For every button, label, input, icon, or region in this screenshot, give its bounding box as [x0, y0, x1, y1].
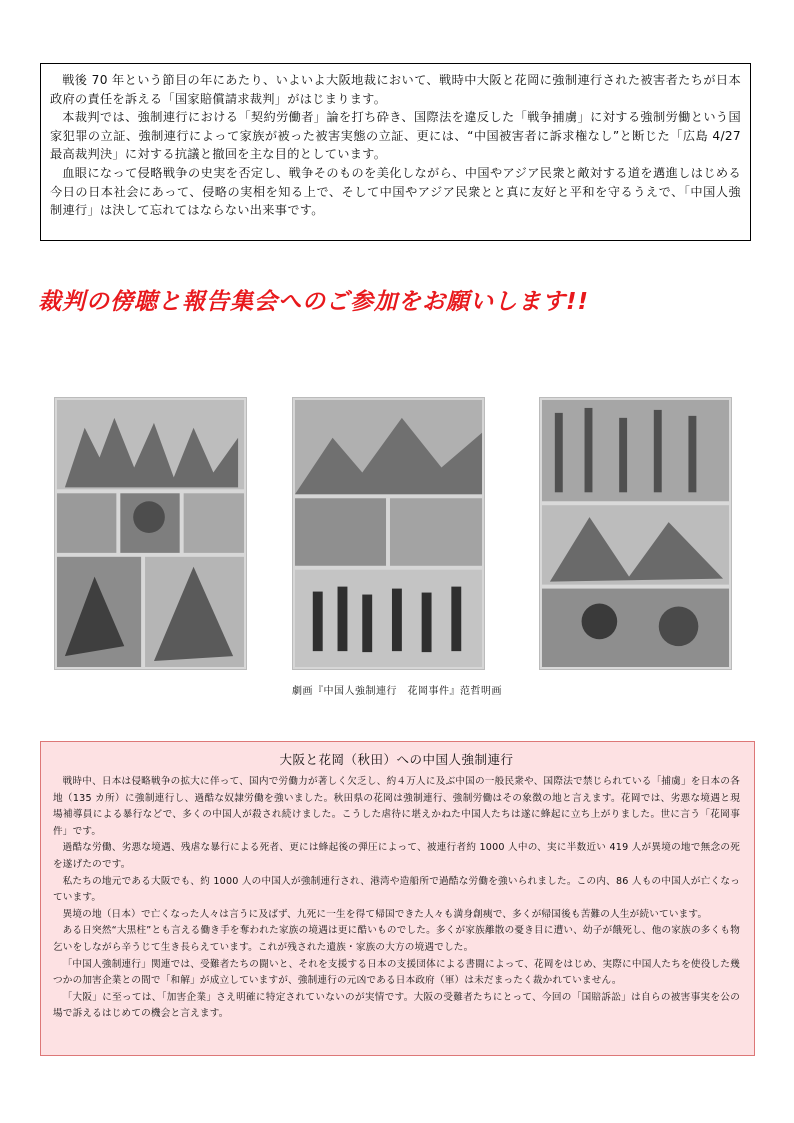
article-paragraph-3: 私たちの地元である大阪でも、約 1000 人の中国人が強制連行され、港湾や造船所で過酷な労働を強いられました。この内、86 人もの中国人が亡くなっています。	[53, 875, 740, 904]
manga-illustration-middle	[293, 398, 484, 669]
article-paragraph-7: 「大阪」に至っては、「加害企業」さえ明確に特定されていないのが実情です。大阪の受難者たちにとって、今回の「国賠訴訟」は自らの被害事実を公の場で訴えるはじめての機会と言えます。	[53, 991, 740, 1020]
article-paragraph-6: 「中国人強制連行」関連では、受難者たちの闘いと、それを支援する日本の支援団体による書闘によって、花岡をはじめ、実際に中国人たちを使役した幾つかの加害企業との間で「和解」が成立していますが、強制連行の元凶である日本政府（軍）は未だまったく裁かれていません。	[53, 958, 740, 987]
headline: 裁判の傍聴と報告集会へのご参加をお願いします!!	[38, 289, 589, 315]
article-paragraph-1: 戦時中、日本は侵略戦争の拡大に伴って、国内で労働力が著しく欠乏し、約４万人に及ぶ中国の一般民衆や、国際法で禁じられている「捕虜」を日本の各地（135 カ所）に強制連行し、過酷な奴隷労働を強いました。秋田県の花岡は強制連行、強制労働はその象徴の地と言えます。花岡では、劣悪な境遇と現場補導員による暴行などで、多くの中国人が殺され続けました。こうした虐待に堪えかねた中国人たちは遂に蜂起に立ち上がりました。世に言う「花岡事件」です。	[53, 776, 740, 837]
article-paragraph-4: 異境の地（日本）で亡くなった人々は言うに及ばず、九死に一生を得て帰国できた人々も満身創痍で、多くが帰国後も苦難の人生が続いています。	[62, 908, 708, 920]
manga-illustration-right	[540, 398, 731, 669]
article-title: 大阪と花岡（秋田）への中国人強制連行	[279, 752, 514, 767]
article-box	[40, 741, 755, 1056]
manga-panel-middle	[292, 397, 485, 670]
intro-box	[40, 63, 751, 241]
article-paragraph-5: ある日突然“大黒柱”とも言える働き手を奪われた家族の境遇は更に酷いものでした。多くが家族離散の憂き目に遭い、幼子が餓死し、他の家族の多くも物乞いをしながら辛うじて生き長らえています。これが残された遺族・家族の大方の境遇でした。	[53, 925, 740, 953]
intro-paragraph-3: 血眼になって侵略戦争の史実を否定し、戦争そのものを美化しながら、中国やアジア民衆と敵対する道を邁進しはじめる今日の日本社会にあって、侵略の実相を知る上で、そして中国やアジア民衆とと真に友好と平和を守るうえで、「中国人強制連行」は決して忘れてはならない出来事です。	[50, 165, 741, 218]
article-paragraph-2: 過酷な労働、劣悪な境遇、残虐な暴行による死者、更には蜂起後の弾圧によって、被連行者約 1000 人中の、実に半数近い 419 人が異境の地で無念の死を遂げたのです。	[53, 842, 740, 870]
intro-paragraph-2: 本裁判では、強制連行における「契約労働者」論を打ち砕き、国際法を違反した「戦争捕虜」に対する強制労働という国家犯罪の立証、強制連行によって家族が被った被害実態の立証、更には、“中国被害者に訴求権なし”と断じた「広島 4/27 最高裁判決」に対する抗議と撤回を主な目的としています。	[50, 110, 741, 162]
intro-paragraph-1: 戦後 70 年という節目の年にあたり、いよいよ大阪地裁において、戦時中大阪と花岡に強制連行された被害者たちが日本政府の責任を訴える「国家賠償請求裁判」がはじまります。	[50, 73, 741, 106]
manga-illustration-left	[55, 398, 246, 669]
manga-panel-left	[54, 397, 247, 670]
manga-caption: 劇画『中国人強制連行 花岡事件』范哲明画	[292, 686, 502, 697]
manga-panel-right	[539, 397, 732, 670]
